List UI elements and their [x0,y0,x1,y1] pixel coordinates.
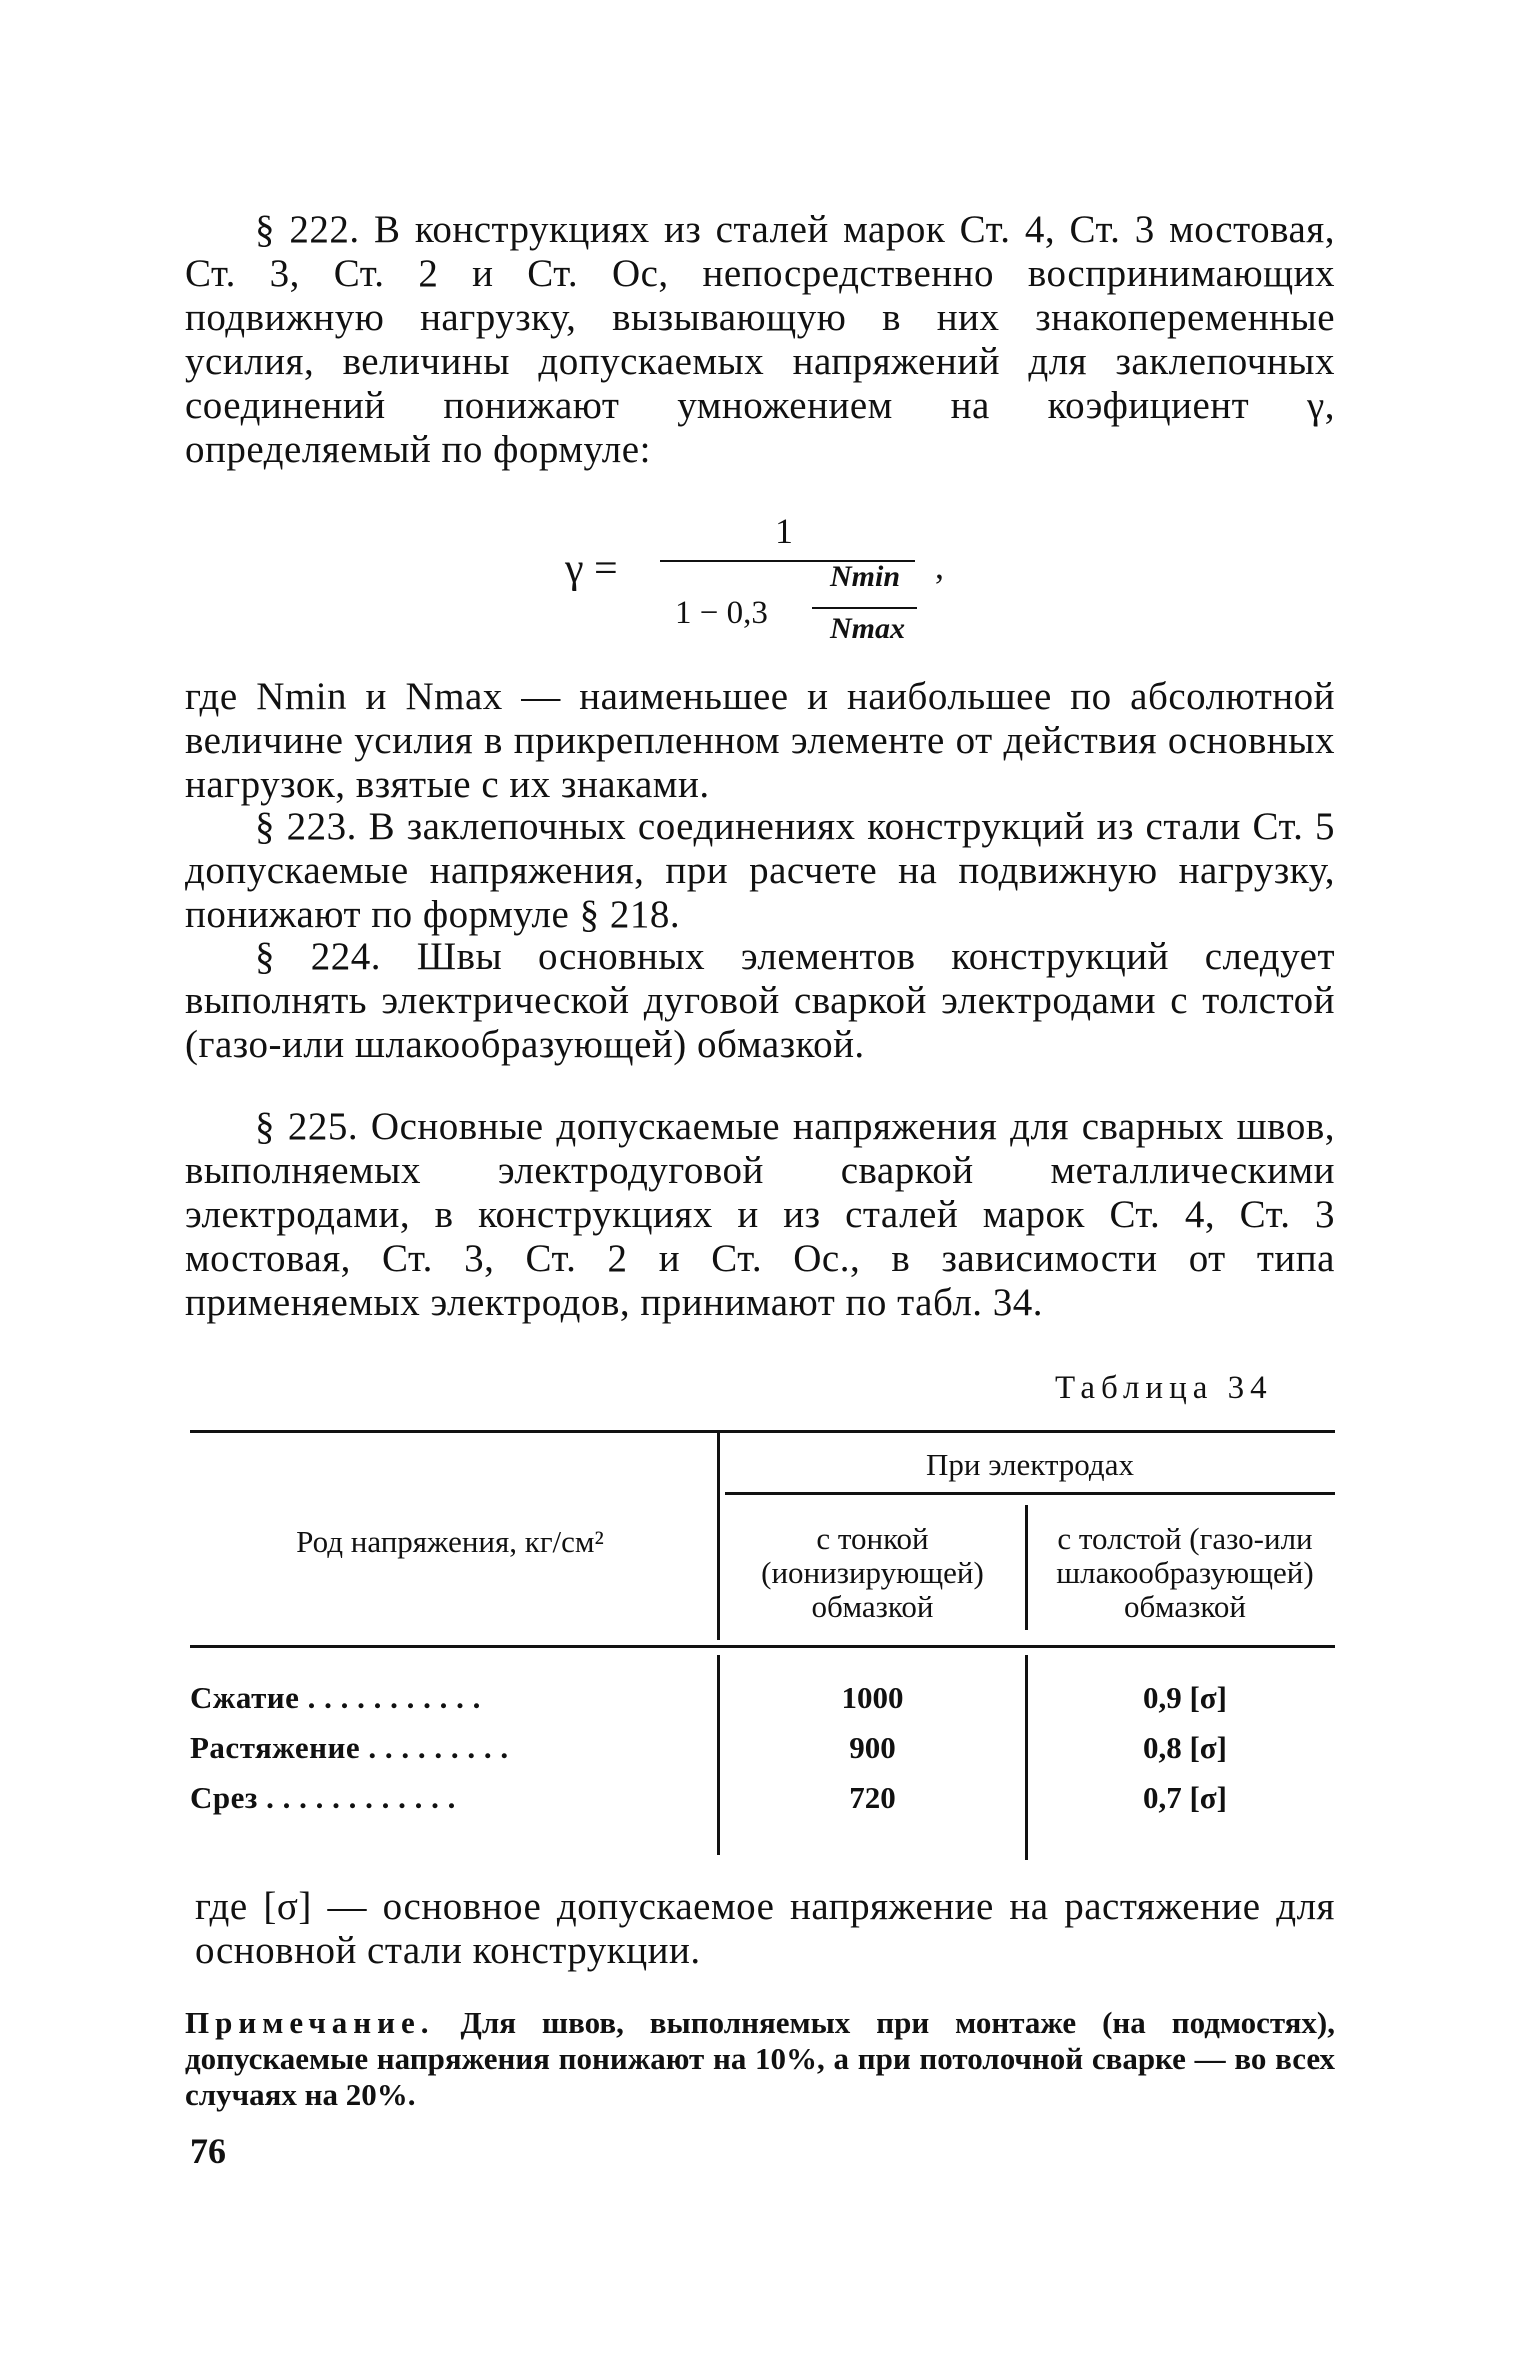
formula-n-max: Nmax [830,612,905,645]
table-row-0-thin: 1000 [841,1680,904,1715]
table-top-rule [190,1430,1335,1433]
table-row-2-thin: 720 [849,1780,896,1815]
formula-inner-fraction-line [812,607,917,609]
table-col2-header: с толстой (газо-или шлакообразующей) обмазкой [1056,1521,1314,1624]
note-label: Примечание. [185,2005,435,2040]
table-note [185,2005,1335,2113]
section-222-explanation: где Nmin и Nmax — наименьшее и наибольшее по абсолютной величине усилия в прикрепленном элементе от действия основных нагрузок, взятые с их знаками. [185,675,1335,806]
section-224-text: § 224. Швы основных элементов конструкций следует выполнять электрической дуговой сваркой электродами с толстой (газо-или шлакообразующей) обмазкой. [185,935,1335,1066]
table-col0-header: Род напряжения, кг/см² [296,1524,604,1559]
table-body-divider-2 [1025,1655,1028,1860]
formula-trailing-comma: , [935,546,944,586]
table-row-2-label: Срез . . . . . . . . . . . . [190,1780,456,1815]
table-row-0-label: Сжатие . . . . . . . . . . . [190,1680,481,1715]
table-group-header: При электродах [926,1447,1134,1482]
table-row-2-thick: 0,7 [σ] [1142,1780,1227,1815]
table-34 [190,1430,1335,1860]
page-number: 76 [190,2131,226,2171]
formula-n-min: Nmin [830,560,901,593]
formula-lhs: γ = [565,546,618,592]
table-row-0-thick: 0,9 [σ] [1142,1680,1227,1715]
table-subheader-divider [1025,1505,1028,1630]
table-row-1-thick: 0,8 [σ] [1142,1730,1227,1765]
section-223-text: § 223. В заклепочных соединениях конструкций из стали Ст. 5 допускаемые напряжения, при расчете на подвижную нагрузку, понижают по формуле § 218. [185,805,1335,936]
table-row-1-label: Растяжение . . . . . . . . . [190,1730,509,1765]
table-group-rule [725,1492,1335,1495]
table-row-1-thin: 900 [849,1730,896,1765]
section-225-text: § 225. Основные допускаемые напряжения для сварных швов, выполняемых электродуговой сваркой металлическими электродами, в конструкциях и из сталей марок Ст. 4, Ст. 3 мостовая, Ст. 3, Ст. 2 и Ст. Ос., в зависимости от типа применяемых электродов, принимают по табл. 34. [185,1105,1335,1324]
table-col1-header: с тонкой (ионизирующей) обмазкой [761,1521,984,1624]
table-body-divider-1 [717,1655,720,1855]
section-222-text: § 222. В конструкциях из сталей марок Ст. 4, Ст. 3 мостовая, Ст. 3, Ст. 2 и Ст. Ос, непосредственно воспринимающих подвижную нагрузку, вызывающую в них знакопеременные усилия, величины допускаемых напряжений для заклепочных соединений понижают умножением на коэфициент γ, определяемый по формуле: [185,208,1335,471]
formula-denominator-prefix: 1 − 0,3 [675,595,768,631]
table-caption: Таблица 34 [1055,1370,1273,1406]
formula-numerator: 1 [775,511,793,551]
note-text: Для швов, выполняемых при монтаже (на подмостях), допускаемые напряжения понижают на 10%, а при потолочной сварке — во всех случаях на 20%. [185,2005,1336,2112]
table-header-rule [190,1645,1335,1648]
table-header-divider [717,1430,720,1640]
sigma-definition: где [σ] — основное допускаемое напряжение на растяжение для основной стали конструкции. [195,1885,1335,1972]
